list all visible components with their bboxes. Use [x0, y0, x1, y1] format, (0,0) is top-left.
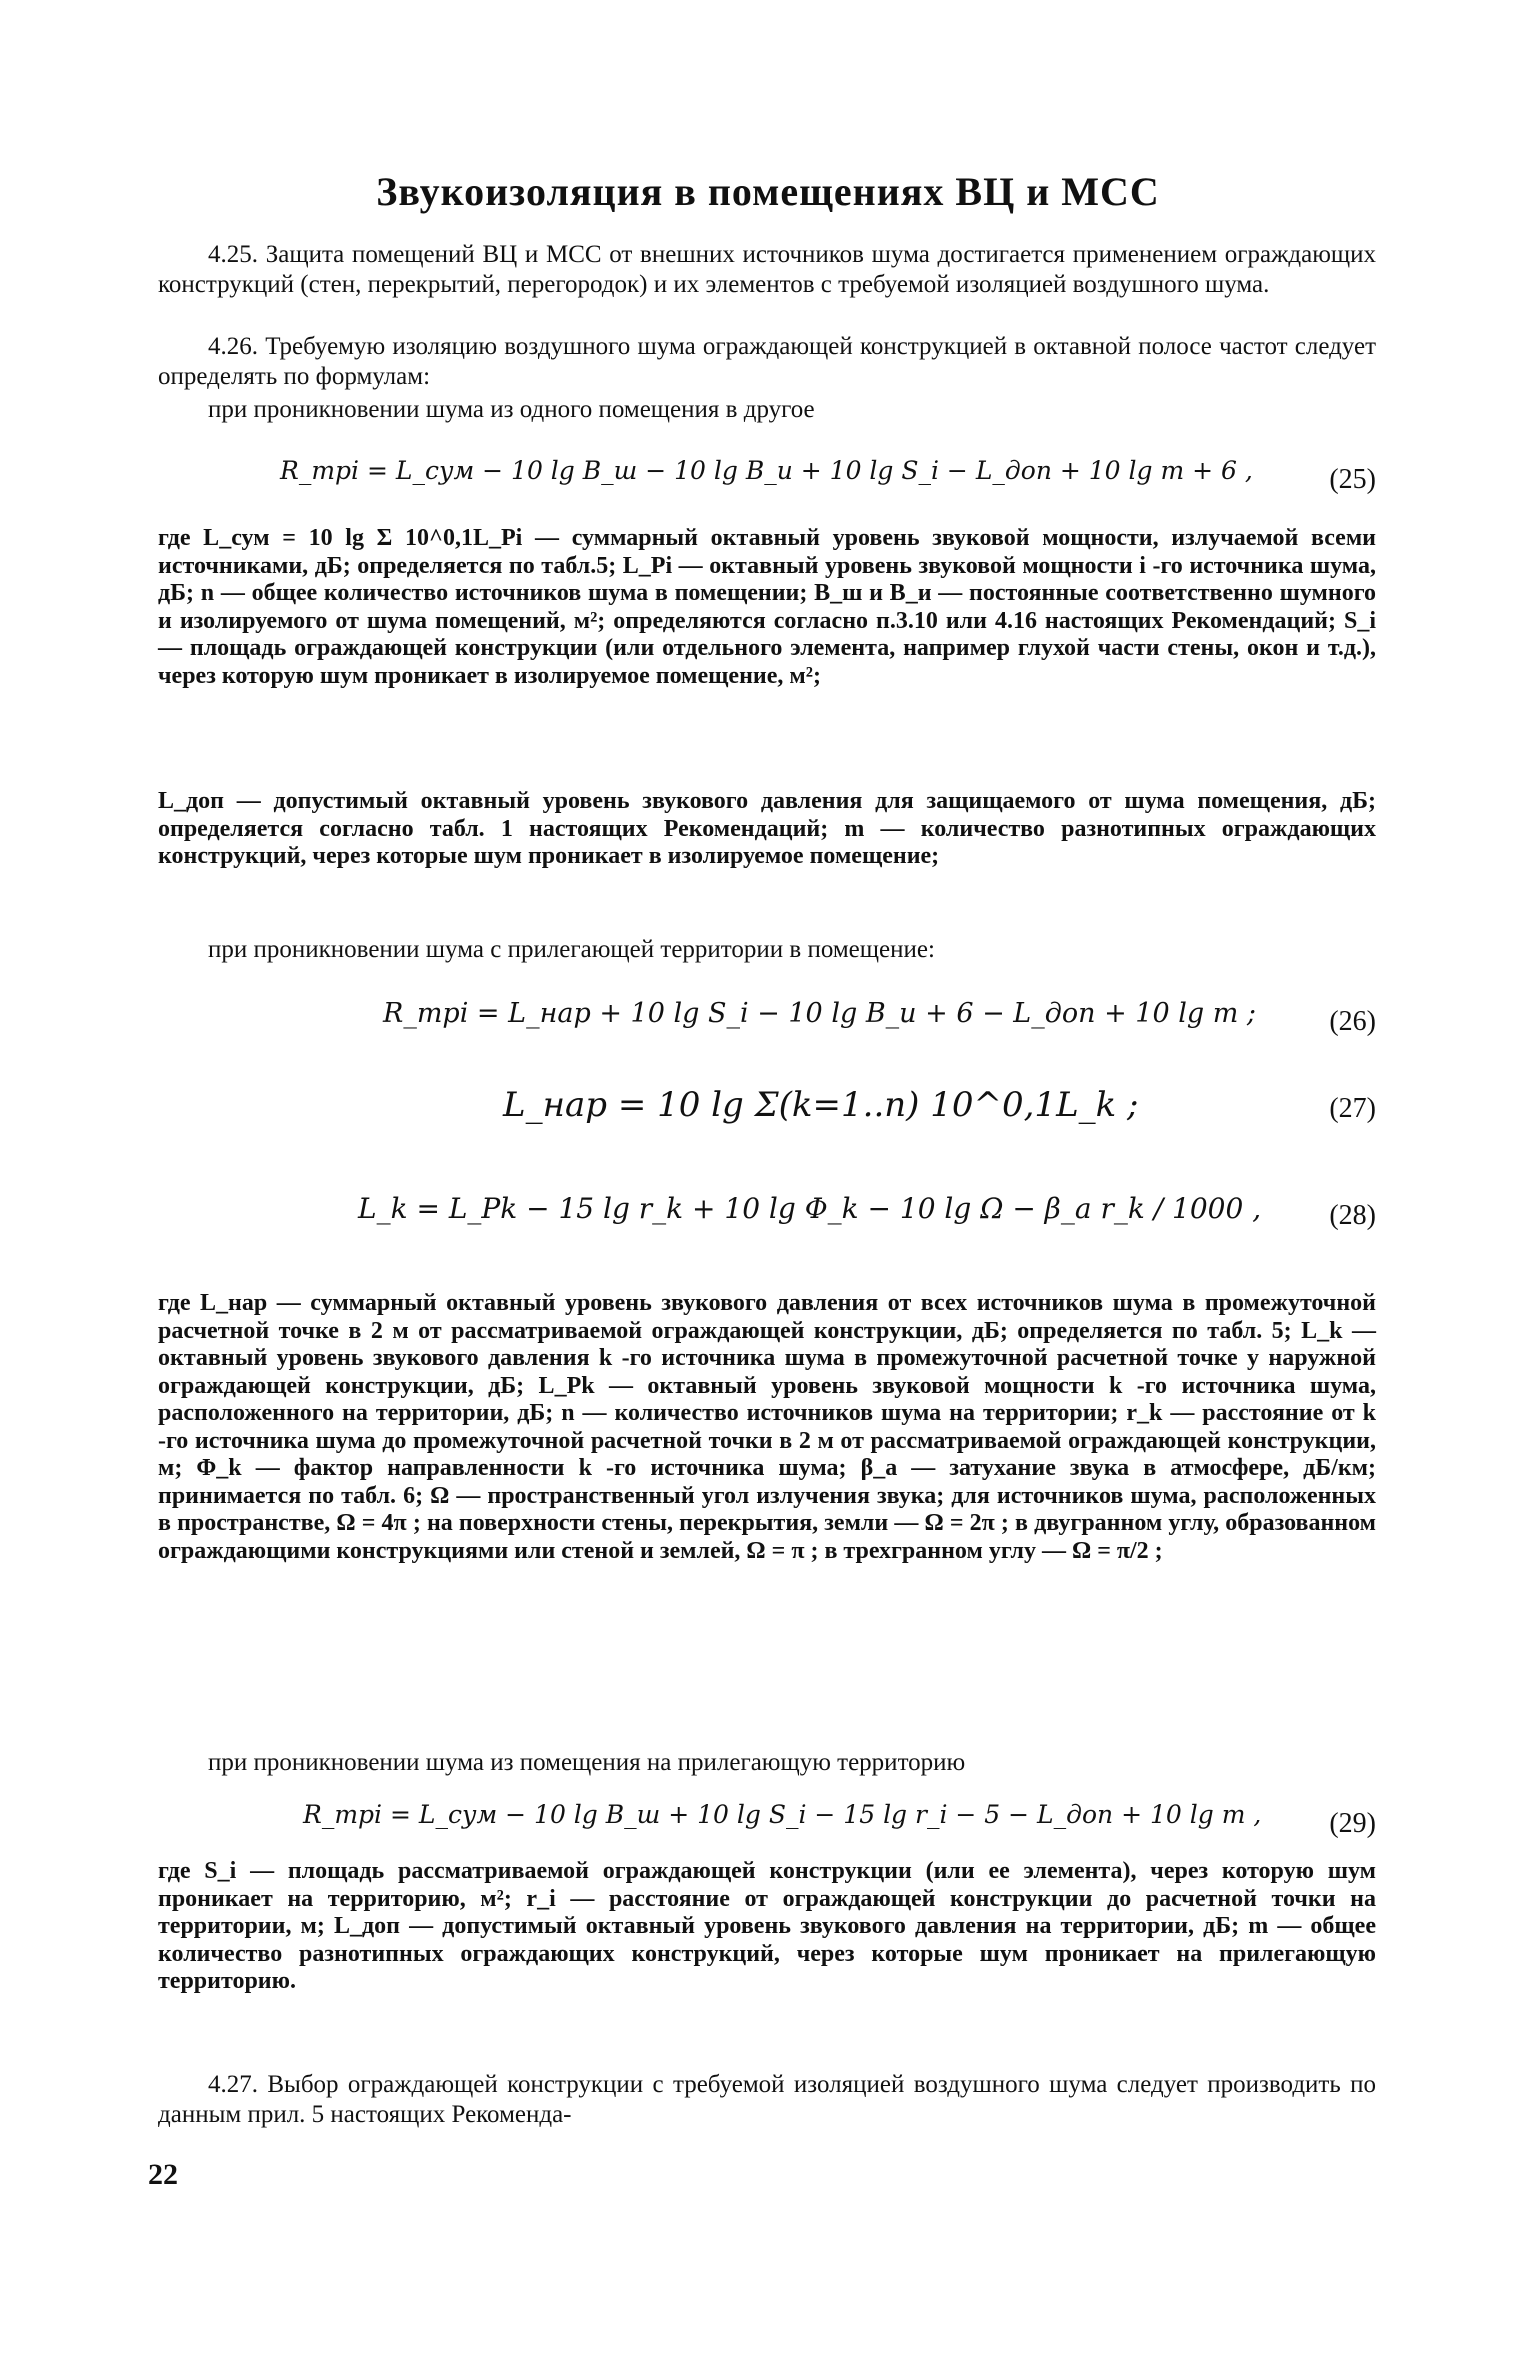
case-2-intro: при проникновении шума с прилегающей территории в помещение:	[208, 936, 935, 963]
formula-25-definitions-cont: L_доп — допустимый октавный уровень звукового давления для защищаемого от шума помещения, дБ; определяется согласно табл. 1 настоящих Рекомендаций; m — количество разнотипных ограждающих конструкций, через которые шум проникает в изолируемое помещение;	[158, 788, 1376, 869]
formula-25-number: (25)	[1329, 464, 1376, 495]
paragraph-4-27: 4.27. Выбор ограждающей конструкции с требуемой изоляцией воздушного шума следует производить по данным прил. 5 настоящих Рекоменда-	[158, 2071, 1376, 2128]
formula-25	[158, 456, 1376, 520]
formula-29	[158, 1800, 1376, 1864]
formula-29-number: (29)	[1329, 1808, 1376, 1839]
case-3-intro: при проникновении шума из помещения на прилегающую территорию	[208, 1749, 966, 1776]
page-number: 22	[148, 2158, 178, 2191]
formula-25-definitions: где L_сум = 10 lg Σ 10^0,1L_Pi — суммарный октавный уровень звуковой мощности, излучаемой всеми источниками, дБ; определяется по табл.5; L_Pi — октавный уровень звуковой мощности i -го источника шума, дБ; n — общее количество источников шума в помещении; В_ш и В_и — постоянные соответственно шумного и изолируемого от шума помещений, м²; определяются согласно п.3.10 или 4.16 настоящих Рекомендаций; S_i — площадь ограждающей конструкции (или отдельного элемента, например глухой части стены, окон и т.д.), через которую шум проникает в изолируемое помещение, м²;	[158, 525, 1376, 689]
formula-28-definitions: где L_нар — суммарный октавный уровень звукового давления от всех источников шума в промежуточной расчетной точке в 2 м от рассматриваемой ограждающей конструкции, дБ; определяется по табл. 5; L_k — октавный уровень звукового давления k -го источника шума в промежуточной расчетной точке у наружной ограждающей конструкции, дБ; L_Pk — октавный уровень звуковой мощности k -го источника шума, расположенного на территории, дБ; n — количество источников шума на территории; r_k — расстояние от k -го источника шума до промежуточной расчетной точки в 2 м от рассматриваемой ограждающей конструкции, м; Φ_k — фактор направленности k -го источника шума; β_a — затухание звука в атмосфере, дБ/км; принимается по табл. 6; Ω — пространственный угол излучения звука; для источников шума, расположенных в пространстве, Ω = 4π ; на поверхности стены, перекрытия, земли — Ω = 2π ; в двугранном углу, образованном ограждающими конструкциями или стеной и землей, Ω = π ; в трехгранном углу — Ω = π/2 ;	[158, 1290, 1376, 1564]
paragraph-4-25: 4.25. Защита помещений ВЦ и МСС от внешних источников шума достигается применением ограждающих конструкций (стен, перекрытий, перегородок) и их элементов с требуемой изоляцией воздушного шума.	[158, 241, 1376, 298]
formula-28	[158, 1192, 1376, 1256]
formula-26-expression: R_трi = L_нар + 10 lg S_i − 10 lg B_и + 6 − L_доп + 10 lg m ;	[383, 998, 1257, 1029]
formula-29-expression: R_трi = L_сум − 10 lg B_ш + 10 lg S_i − 15 lg r_i − 5 − L_доп + 10 lg m ,	[303, 1800, 1262, 1829]
formula-25-expression: R_трi = L_сум − 10 lg B_ш − 10 lg B_и + 10 lg S_i − L_доп + 10 lg m + 6 ,	[280, 456, 1253, 485]
formula-26	[158, 998, 1376, 1062]
formula-28-expression: L_k = L_Pk − 15 lg r_k + 10 lg Φ_k − 10 lg Ω − β_a r_k / 1000 ,	[358, 1192, 1262, 1225]
paragraph-4-26: 4.26. Требуемую изоляцию воздушного шума ограждающей конструкцией в октавной полосе частот следует определять по формулам:	[158, 333, 1376, 390]
formula-29-definitions: где S_i — площадь рассматриваемой ограждающей конструкции (или ее элемента), через которую шум проникает на территорию, м²; r_i — расстояние от ограждающей конструкции до расчетной точки на территории, м; L_доп — допустимый октавный уровень звукового давления на территории, дБ; m — общее количество разнотипных ограждающих конструкций, через которые шум проникает на прилегающую территорию.	[158, 1858, 1376, 1994]
case-1-intro: при проникновении шума из одного помещения в другое	[208, 396, 815, 423]
formula-26-number: (26)	[1329, 1006, 1376, 1037]
section-title: Звукоизоляция в помещениях ВЦ и МСС	[376, 169, 1160, 214]
formula-28-number: (28)	[1329, 1200, 1376, 1231]
formula-27-expression: L_нар = 10 lg Σ(k=1..n) 10^0,1L_k ;	[503, 1085, 1139, 1125]
formula-27	[158, 1085, 1376, 1149]
formula-27-number: (27)	[1329, 1093, 1376, 1124]
